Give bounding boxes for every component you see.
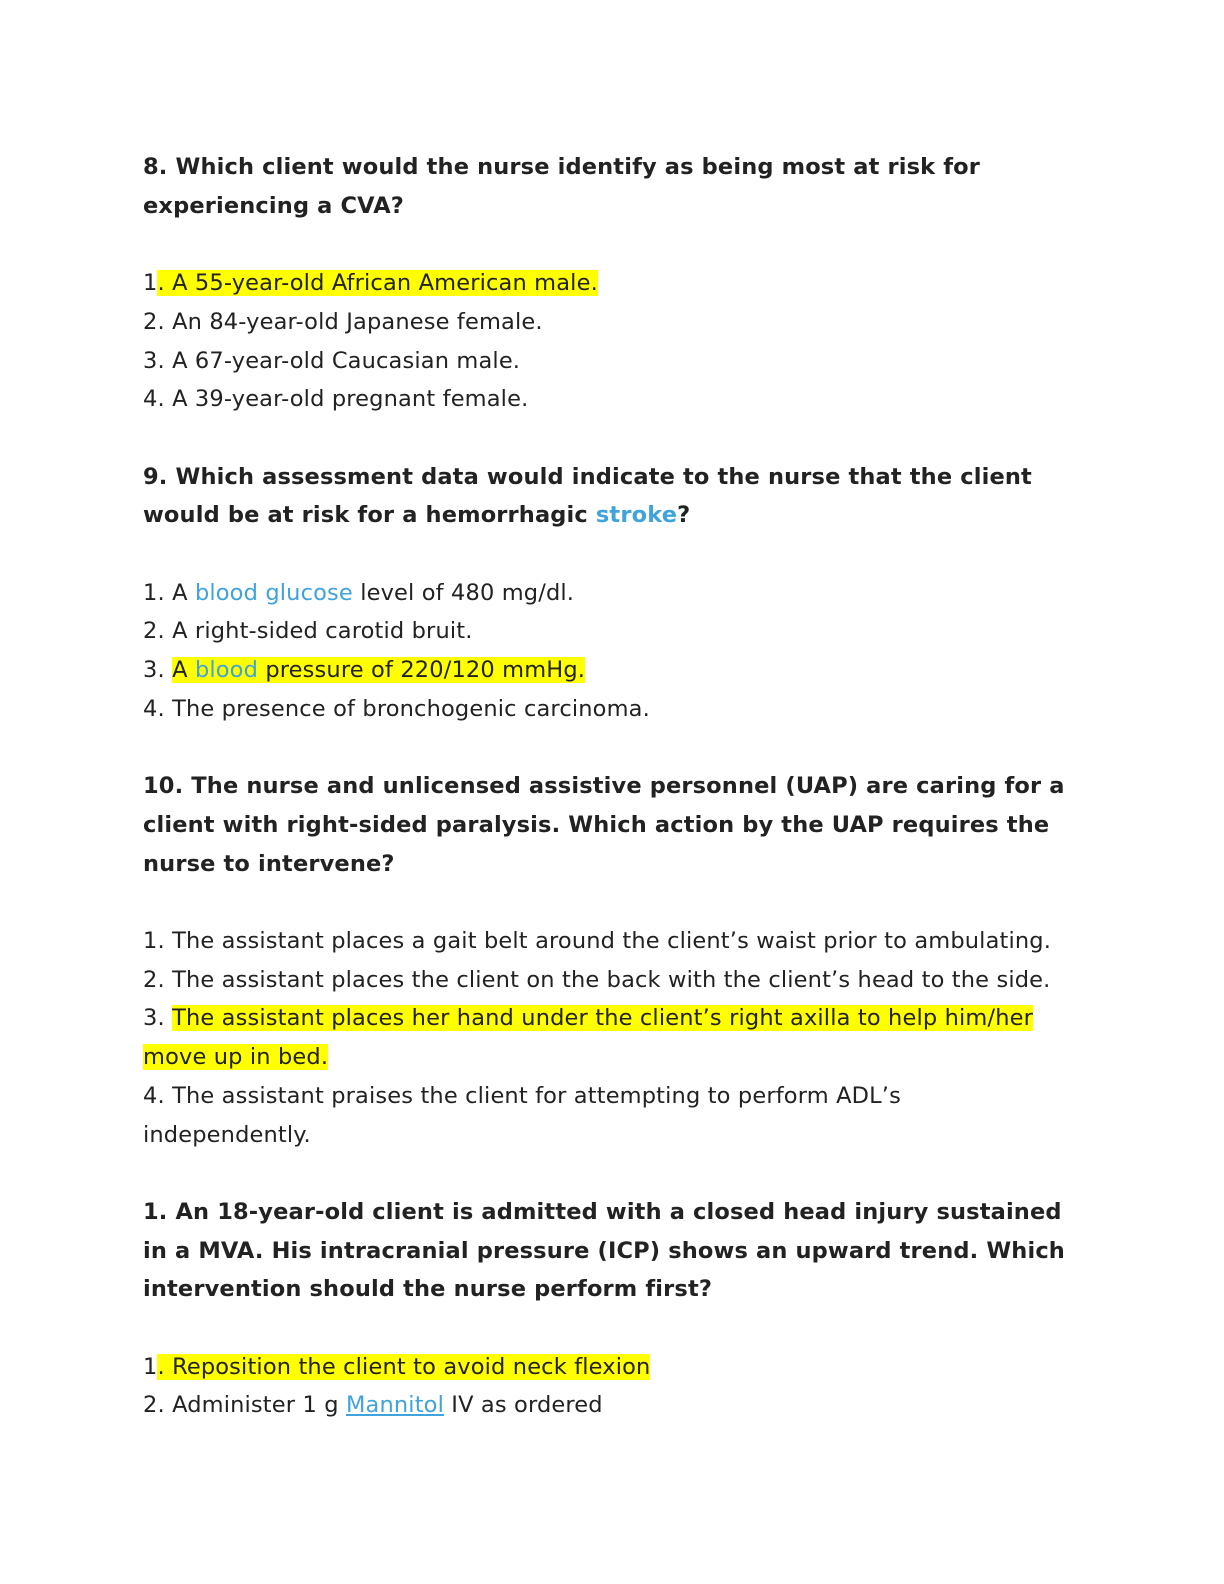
highlighted-answer: The assistant places her hand under the client’s right axilla to help him/her xyxy=(172,1005,1033,1032)
option-text: The assistant places the client on the back with the client’s head to the side. xyxy=(172,966,1051,993)
blood-glucose-term-link[interactable]: blood glucose xyxy=(194,579,353,606)
option-number: 3. xyxy=(143,347,173,374)
option-text-post: pressure of 220/120 mmHg. xyxy=(258,657,586,684)
option-number: 4. xyxy=(143,1082,173,1109)
option-number: 4. xyxy=(143,386,173,413)
answer-option xyxy=(143,922,1083,961)
option-number: 2. xyxy=(143,618,173,645)
option-number: 3. xyxy=(143,657,173,684)
option-text: The presence of bronchogenic carcinoma. xyxy=(172,695,650,722)
answer-options xyxy=(143,264,1083,419)
question-text: 10. The nurse and unlicensed assistive personnel (UAP) are caring for a client with right-sided paralysis. Which action by the UAP requires the nurse to intervene? xyxy=(143,773,1065,877)
answer-option xyxy=(143,999,1083,1076)
answer-option xyxy=(143,961,1083,1000)
answer-option xyxy=(143,342,1083,381)
option-number: 1. xyxy=(143,927,173,954)
highlighted-answer-continued: move up in bed. xyxy=(143,1044,329,1071)
answer-options xyxy=(143,922,1083,1154)
document-page xyxy=(143,148,1083,1464)
mannitol-link[interactable]: Mannitol xyxy=(345,1392,444,1419)
option-number: 3. xyxy=(143,1005,173,1032)
answer-option xyxy=(143,612,1083,651)
question-text-pre: 9. Which assessment data would indicate to the nurse that the client would be at risk for a hemorrhagic xyxy=(143,463,1032,529)
answer-option xyxy=(143,1386,1083,1425)
highlighted-answer: . A 55-year-old African American male. xyxy=(157,270,598,297)
option-text-pre: A xyxy=(172,657,195,684)
option-text: A 67-year-old Caucasian male. xyxy=(172,347,521,374)
stroke-term-link[interactable]: stroke xyxy=(595,502,678,529)
option-number: 2. xyxy=(143,308,173,335)
option-text: A 39-year-old pregnant female. xyxy=(172,386,529,413)
answer-option xyxy=(143,1348,1083,1387)
option-text: The assistant praises the client for attempting to perform ADL’s independently. xyxy=(143,1082,901,1148)
option-number: 1 xyxy=(143,1353,158,1380)
answer-option xyxy=(143,1077,923,1154)
option-text-post: level of 480 mg/dl. xyxy=(352,579,575,606)
option-number: 1 xyxy=(143,270,158,297)
option-number: 2. xyxy=(143,966,173,993)
answer-option xyxy=(143,651,1083,690)
question-text xyxy=(143,458,1083,535)
highlighted-answer: . Reposition the client to avoid neck flexion xyxy=(157,1353,651,1380)
blood-term-link[interactable]: blood xyxy=(194,657,259,684)
question-text: 1. An 18-year-old client is admitted with a closed head injury sustained in a MVA. His intracranial pressure (ICP) shows an upward trend. Which intervention should the nurse perform first? xyxy=(143,1198,1065,1303)
answer-option xyxy=(143,303,1083,342)
answer-option xyxy=(143,690,1083,729)
option-text: The assistant places a gait belt around the client’s waist prior to ambulating. xyxy=(172,927,1052,954)
option-number: 2. xyxy=(143,1392,173,1419)
question-text-post: ? xyxy=(677,502,691,529)
option-text-pre: A xyxy=(172,579,195,606)
option-text-post: IV as ordered xyxy=(444,1392,603,1419)
option-number: 4. xyxy=(143,695,173,722)
question-block-8 xyxy=(143,148,1083,419)
answer-options xyxy=(143,1348,1083,1425)
option-text: An 84-year-old Japanese female. xyxy=(172,308,543,335)
answer-option xyxy=(143,574,1083,613)
question-block-10 xyxy=(143,767,1083,1154)
option-text: A right-sided carotid bruit. xyxy=(172,618,473,645)
highlighted-answer xyxy=(172,657,585,683)
question-block-1 xyxy=(143,1193,1083,1425)
question-text: 8. Which client would the nurse identify as being most at risk for experiencing a CVA? xyxy=(143,154,980,219)
option-text-pre: Administer 1 g xyxy=(172,1392,346,1419)
question-block-9 xyxy=(143,458,1083,729)
answer-option xyxy=(143,264,1083,303)
answer-options xyxy=(143,574,1083,729)
answer-option xyxy=(143,380,1083,419)
option-number: 1. xyxy=(143,579,173,606)
